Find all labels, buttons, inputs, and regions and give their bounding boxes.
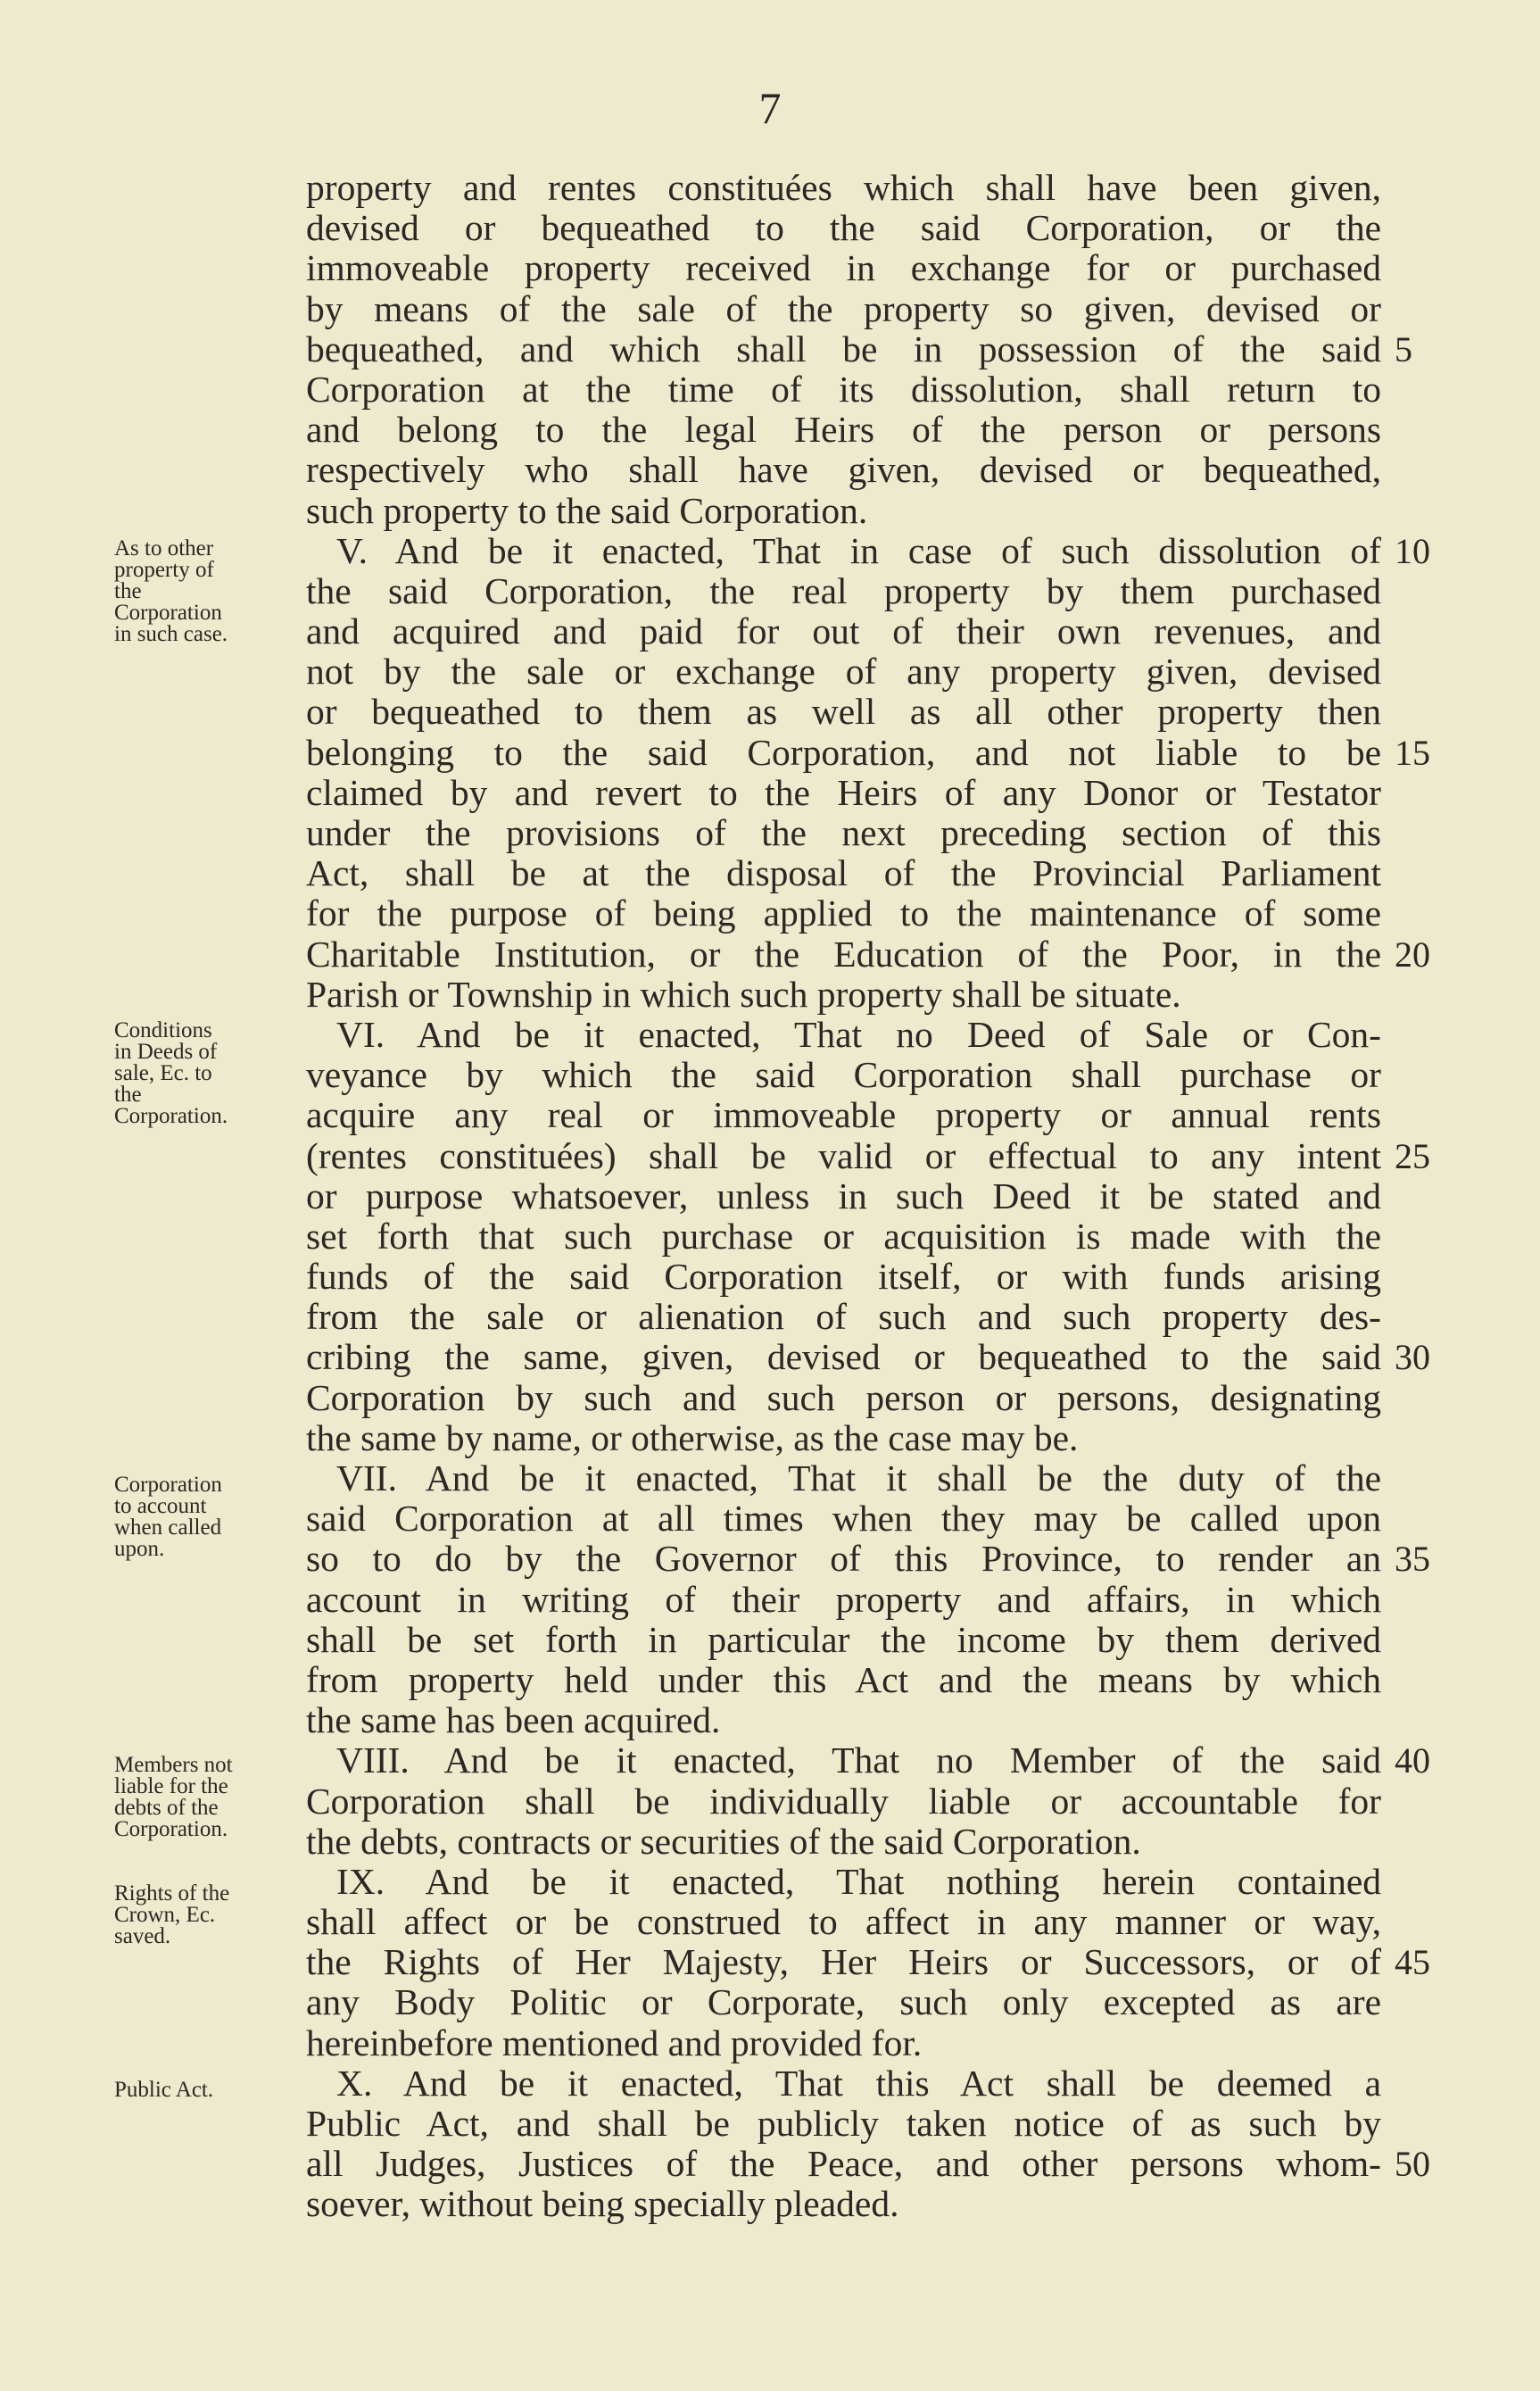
- line-text: claimed by and revert to the Heirs of any Donor or Testator: [306, 771, 1381, 813]
- side-note-members-not-liable: Members not liable for the debts of the Corporation.: [114, 1753, 233, 1841]
- line-text: immoveable property received in exchange for or purchased: [306, 247, 1381, 289]
- line-text: and acquired and paid for out of their own revenues, and: [306, 610, 1381, 652]
- text-line: [306, 691, 1381, 733]
- text-line: [306, 449, 1381, 491]
- side-note-other-property: As to other property of the Corporation in such case.: [114, 536, 228, 646]
- line-text: cribing the same, given, devised or bequeathed to the said: [306, 1336, 1381, 1378]
- text-line: [306, 2103, 1381, 2144]
- line-text: for the purpose of being applied to the maintenance of some: [306, 892, 1381, 934]
- line-text: VI. And be it enacted, That no Deed of Sale or Con-: [336, 1013, 1381, 1055]
- line-text: any Body Politic or Corporate, such only excepted as are: [306, 1981, 1381, 2023]
- line-text: hereinbefore mentioned and provided for.: [306, 2022, 923, 2063]
- side-note-rights-crown: Rights of the Crown, Ec. saved.: [114, 1881, 230, 1948]
- text-line: [306, 933, 1430, 975]
- text-line: [306, 1578, 1381, 1620]
- line-text: or bequeathed to them as well as all other property then: [306, 691, 1381, 733]
- line-number: 50: [1395, 2144, 1430, 2185]
- page-number: 7: [758, 83, 782, 133]
- line-number: 40: [1395, 1740, 1430, 1781]
- line-text: from the sale or alienation of such and such property des-: [306, 1296, 1381, 1338]
- text-line: [306, 2184, 1377, 2224]
- text-line: [306, 1941, 1430, 1983]
- text-line: [306, 852, 1381, 894]
- line-text: funds of the said Corporation itself, or with funds arising: [306, 1256, 1381, 1298]
- text-line: [306, 2063, 1407, 2104]
- text-line: [306, 1618, 1381, 1660]
- line-text: veyance by which the said Corporation shall purchase or: [306, 1054, 1381, 1096]
- side-note-public-act: Public Act.: [114, 2078, 214, 2102]
- line-text: the debts, contracts or securities of the said Corporation.: [306, 1820, 1141, 1862]
- text-line: [306, 1822, 1377, 1862]
- line-text: set forth that such purchase or acquisition is made with the: [306, 1215, 1381, 1257]
- text-line: [306, 975, 1377, 1015]
- side-note-corporation-account: Corporation to account when called upon.: [114, 1473, 222, 1561]
- text-line: [306, 529, 1430, 571]
- line-number: 15: [1395, 732, 1430, 773]
- line-text: so to do by the Governor of this Province, to render an: [306, 1538, 1381, 1580]
- line-text: VIII. And be it enacted, That no Member of the said: [336, 1739, 1381, 1781]
- text-line: [306, 1981, 1381, 2023]
- text-line: [306, 1175, 1381, 1216]
- text-line: [306, 1296, 1381, 1338]
- line-text: Corporation shall be individually liable or accountable for: [306, 1780, 1381, 1822]
- line-text: account in writing of their property and affairs, in which: [306, 1578, 1381, 1620]
- line-text: the Rights of Her Majesty, Her Heirs or Successors, or of: [306, 1941, 1381, 1983]
- line-text: IX. And be it enacted, That nothing herein contained: [336, 1860, 1381, 1902]
- text-line: [306, 1700, 1377, 1740]
- line-text: the same by name, or otherwise, as the case may be.: [306, 1416, 1079, 1458]
- line-text: and belong to the legal Heirs of the person or persons: [306, 409, 1381, 451]
- text-line: [306, 287, 1381, 329]
- line-number: 10: [1395, 530, 1430, 571]
- text-line: [306, 1256, 1381, 1298]
- text-line: [306, 2143, 1430, 2185]
- text-line: [306, 1901, 1381, 1943]
- line-text: Public Act, and shall be publicly taken notice of as such by: [306, 2103, 1381, 2144]
- text-line: [306, 1215, 1381, 1257]
- text-line: [306, 892, 1381, 934]
- line-text: belonging to the said Corporation, and not liable to be: [306, 731, 1381, 773]
- line-text: under the provisions of the next preceding section of this: [306, 812, 1381, 853]
- line-text: said Corporation at all times when they may be called upon: [306, 1498, 1381, 1540]
- line-text: (rentes constituées) shall be valid or effectual to any intent: [306, 1134, 1381, 1176]
- text-line: [306, 1658, 1381, 1700]
- body-text: [306, 167, 1430, 2225]
- line-text: shall be set forth in particular the income by them derived: [306, 1618, 1381, 1660]
- line-text: Charitable Institution, or the Education of the Poor, in the: [306, 933, 1381, 975]
- line-number: 35: [1395, 1539, 1430, 1580]
- line-text: X. And be it enacted, That this Act shall be deemed a: [336, 2062, 1381, 2104]
- line-number: 25: [1395, 1135, 1430, 1176]
- text-line: [306, 167, 1381, 208]
- text-line: [306, 569, 1381, 611]
- text-line: [306, 1376, 1381, 1418]
- line-text: such property to the said Corporation.: [306, 489, 868, 531]
- text-line: [306, 731, 1430, 773]
- line-text: Parish or Township in which such property shall be situate.: [306, 973, 1181, 1015]
- text-line: [306, 368, 1381, 410]
- text-line: [306, 1418, 1377, 1458]
- line-text: the same has been acquired.: [306, 1699, 721, 1741]
- text-line: [306, 1134, 1430, 1176]
- text-line: [306, 1739, 1430, 1781]
- line-text: devised or bequeathed to the said Corporation, or the: [306, 207, 1381, 249]
- text-line: [306, 610, 1381, 652]
- line-text: bequeathed, and which shall be in possession of the said: [306, 328, 1381, 369]
- line-text: respectively who shall have given, devised or bequeathed,: [306, 449, 1381, 491]
- text-line: [306, 1015, 1407, 1055]
- text-line: [306, 328, 1412, 369]
- line-number: 30: [1395, 1337, 1430, 1378]
- line-text: V. And be it enacted, That in case of such dissolution of: [336, 529, 1381, 571]
- text-line: [306, 207, 1381, 249]
- line-text: by means of the sale of the property so given, devised or: [306, 287, 1381, 329]
- text-line: [306, 1336, 1430, 1378]
- line-text: from property held under this Act and the means by which: [306, 1658, 1381, 1700]
- text-line: [306, 651, 1381, 693]
- line-text: not by the sale or exchange of any property given, devised: [306, 651, 1381, 693]
- line-text: Act, shall be at the disposal of the Provincial Parliament: [306, 852, 1381, 894]
- text-line: [306, 2023, 1377, 2063]
- line-text: property and rentes constituées which shall have been given,: [306, 167, 1381, 208]
- text-line: [306, 1054, 1381, 1096]
- line-text: VII. And be it enacted, That it shall be the duty of the: [336, 1457, 1381, 1499]
- text-line: [306, 1538, 1430, 1580]
- text-line: [306, 409, 1381, 451]
- text-line: [306, 771, 1381, 813]
- line-text: the said Corporation, the real property by them purchased: [306, 569, 1381, 611]
- line-text: all Judges, Justices of the Peace, and other persons whom-: [306, 2143, 1381, 2185]
- line-text: acquire any real or immoveable property or annual rents: [306, 1094, 1381, 1136]
- line-text: shall affect or be construed to affect in any manner or way,: [306, 1901, 1381, 1943]
- line-text: or purpose whatsoever, unless in such Deed it be stated and: [306, 1175, 1381, 1216]
- line-number: 5: [1395, 328, 1412, 369]
- text-line: [306, 1094, 1381, 1136]
- text-line: [306, 1780, 1381, 1822]
- line-number: 45: [1395, 1942, 1430, 1983]
- line-text: soever, without being specially pleaded.: [306, 2183, 899, 2225]
- text-line: [306, 1498, 1381, 1540]
- side-note-conditions-deeds: Conditions in Deeds of sale, Ec. to the Corporation.: [114, 1018, 228, 1128]
- line-text: Corporation at the time of its dissolution, shall return to: [306, 368, 1381, 410]
- text-line: [306, 812, 1381, 853]
- text-line: [306, 1458, 1407, 1499]
- text-line: [306, 247, 1381, 289]
- line-number: 20: [1395, 934, 1430, 975]
- text-line: [306, 491, 1377, 531]
- line-text: Corporation by such and such person or persons, designating: [306, 1376, 1381, 1418]
- text-line: [306, 1862, 1407, 1902]
